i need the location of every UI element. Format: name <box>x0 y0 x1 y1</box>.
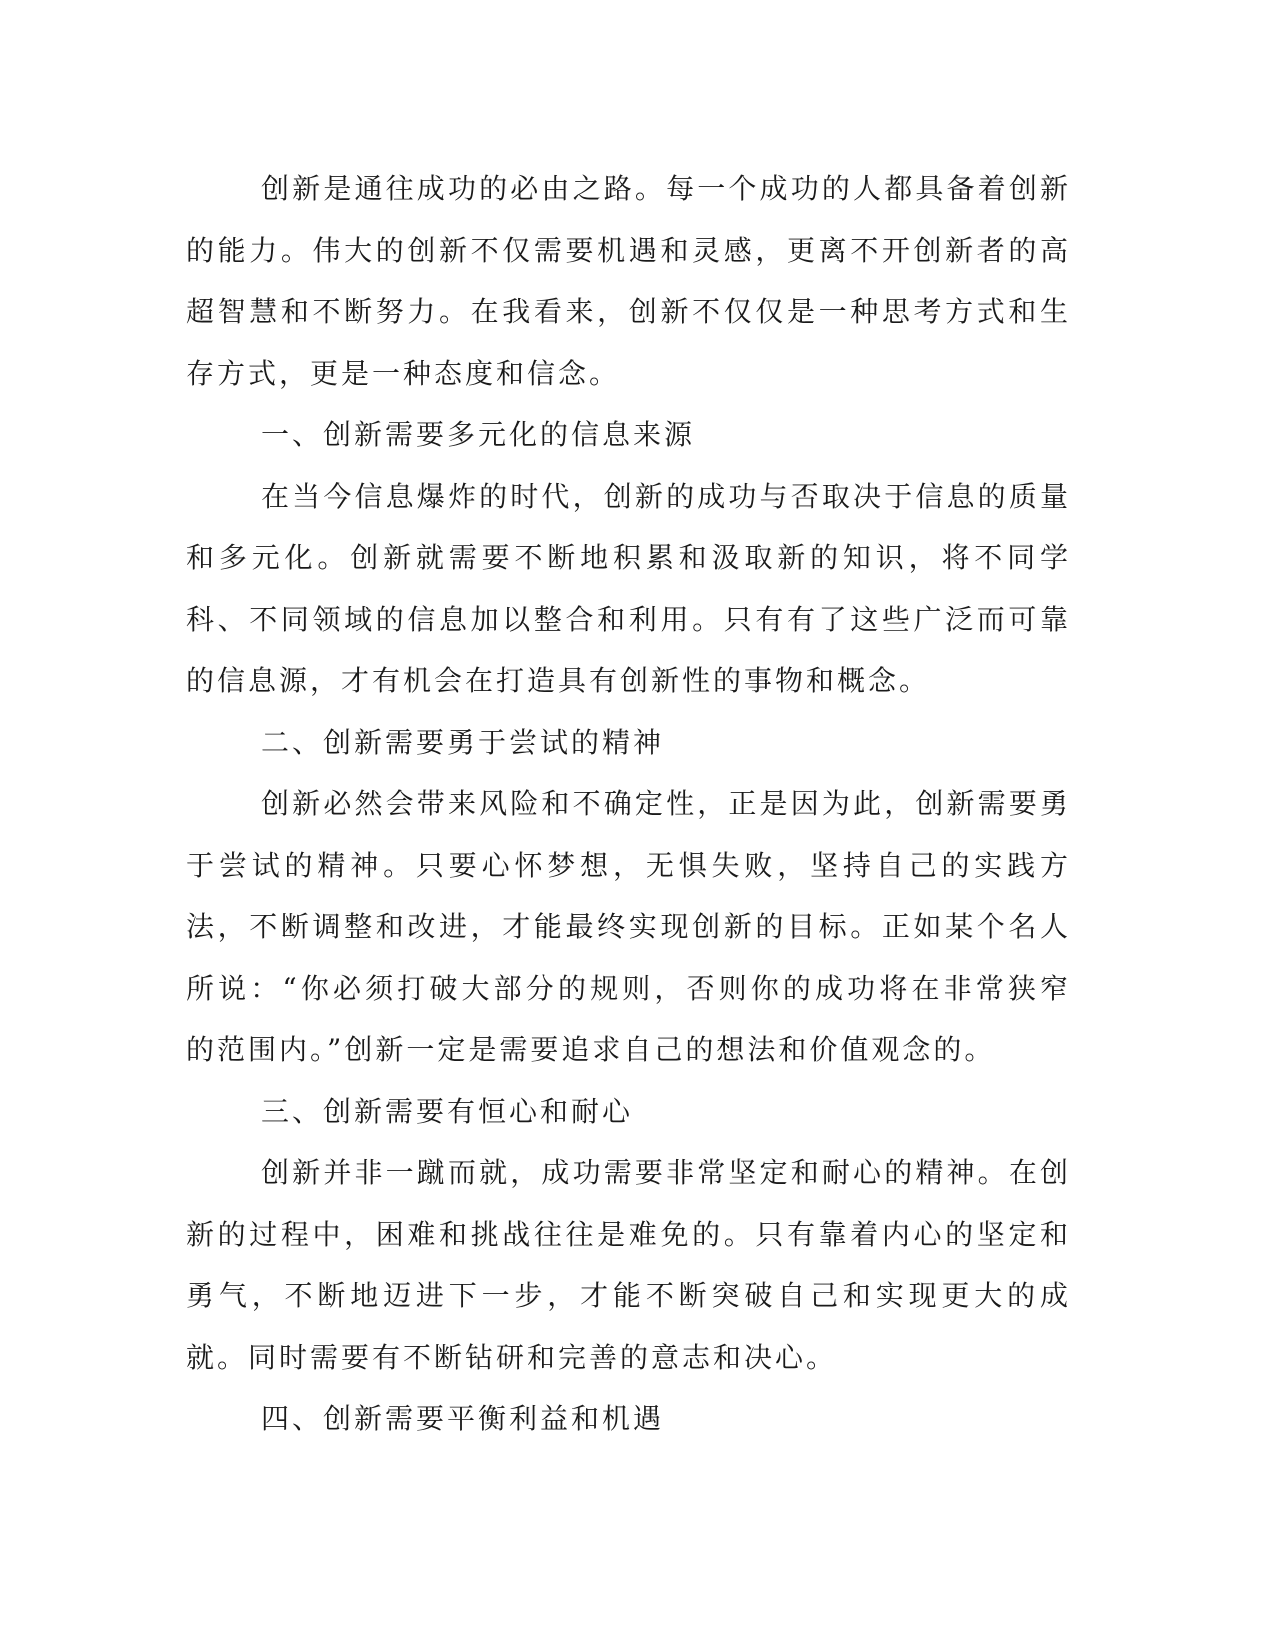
section-heading-2: 二、创新需要勇于尝试的精神 <box>261 725 665 759</box>
document-body <box>186 158 1071 1450</box>
intro-paragraph: 创新是通往成功的必由之路。每一个成功的人都具备着创新的能力。伟大的创新不仅需要机遇和灵感，更离不开创新者的高超智慧和不断努力。在我看来，创新不仅仅是一种思考方式和生存方式，更是一种态度和信念。 <box>186 172 1071 390</box>
section-heading-3: 三、创新需要有恒心和耐心 <box>261 1094 634 1128</box>
section-heading-1: 一、创新需要多元化的信息来源 <box>261 418 696 451</box>
section-paragraph-3: 创新并非一蹴而就，成功需要非常坚定和耐心的精神。在创新的过程中，困难和挑战往往是难免的。只有靠着内心的坚定和勇气，不断地迈进下一步，才能不断突破自己和实现更大的成就。同时需要有不断钻研和完善的意志和决心。 <box>186 1156 1071 1374</box>
section-paragraph-2: 创新必然会带来风险和不确定性，正是因为此，创新需要勇于尝试的精神。只要心怀梦想，无惧失败，坚持自己的实践方法，不断调整和改进，才能最终实现创新的目标。正如某个名人所说：“你必须打破大部分的规则，否则你的成功将在非常狭窄的范围内。”创新一定是需要追求自己的想法和价值观念的。 <box>186 787 1071 1066</box>
section-heading-4: 四、创新需要平衡利益和机遇 <box>261 1402 665 1435</box>
section-paragraph-1: 在当今信息爆炸的时代，创新的成功与否取决于信息的质量和多元化。创新就需要不断地积累和汲取新的知识，将不同学科、不同领域的信息加以整合和利用。只有有了这些广泛而可靠的信息源，才有机会在打造具有创新性的事物和概念。 <box>186 479 1071 697</box>
